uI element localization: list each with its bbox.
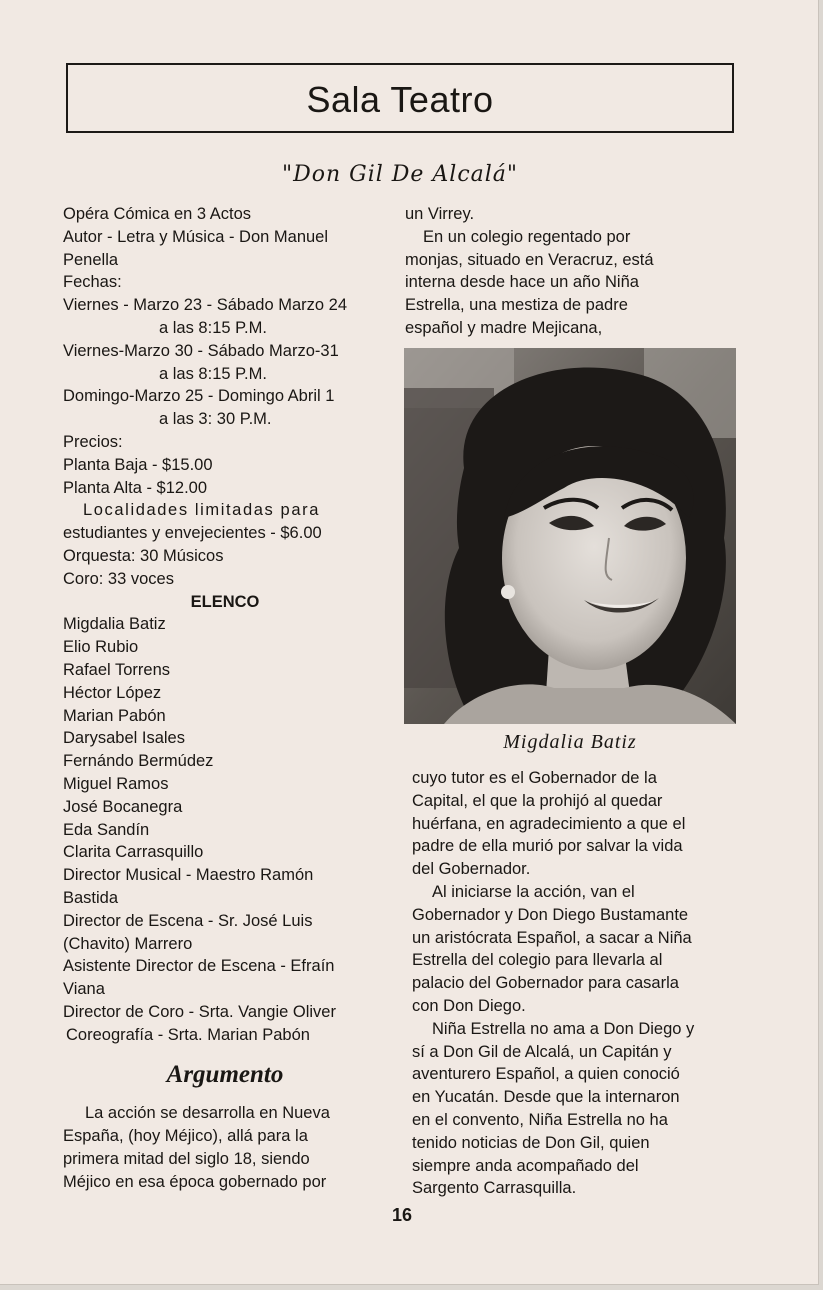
argument-line: Niña Estrella no ama a Don Diego y xyxy=(432,1019,695,1038)
right-column-bottom xyxy=(412,767,735,1200)
argument-line: tenido noticias de Don Gil, quien xyxy=(412,1133,650,1152)
cast-member: Eda Sandín xyxy=(63,820,150,839)
argument-line: un Virrey. xyxy=(405,205,475,223)
argument-line: sí a Don Gil de Alcalá, un Capitán y xyxy=(412,1042,672,1061)
argument-line: un aristócrata Español, a sacar a Niña xyxy=(412,928,692,947)
credit-line: (Chavito) Marrero xyxy=(63,934,193,953)
argument-line: monjas, situado en Veracruz, está xyxy=(405,250,654,269)
cast-member: Clarita Carrasquillo xyxy=(63,843,204,862)
info-line: Autor - Letra y Música - Don Manuel xyxy=(63,227,329,246)
credit-line: Asistente Director de Escena - Efraín xyxy=(63,957,335,976)
info-line: a las 3: 30 P.M. xyxy=(159,410,272,429)
portrait-illustration xyxy=(404,348,736,724)
info-line: Domingo-Marzo 25 - Domingo Abril 1 xyxy=(63,387,335,406)
credit-line: Director de Escena - Sr. José Luis xyxy=(63,911,313,930)
cast-member: Darysabel Isales xyxy=(63,729,185,748)
info-line: Planta Baja - $15.00 xyxy=(63,455,213,474)
info-line: Penella xyxy=(63,250,119,269)
cast-heading: ELENCO xyxy=(190,592,260,611)
credit-line: Coreografía - Srta. Marian Pabón xyxy=(66,1025,310,1044)
argument-line: padre de ella murió por salvar la vida xyxy=(412,837,683,856)
credit-line: Bastida xyxy=(63,888,119,907)
portrait-photo xyxy=(404,348,736,724)
info-line: a las 8:15 P.M. xyxy=(159,364,267,383)
argument-line: interna desde hace un año Niña xyxy=(405,273,639,292)
info-line: Opéra Cómica en 3 Actos xyxy=(63,205,252,223)
info-line: Coro: 33 voces xyxy=(63,569,174,588)
info-line: Viernes-Marzo 30 - Sábado Marzo-31 xyxy=(63,341,339,360)
argument-line: Gobernador y Don Diego Bustamante xyxy=(412,905,689,924)
cast-member: Elio Rubio xyxy=(63,638,139,657)
cast-member: José Bocanegra xyxy=(63,797,183,816)
cast-member: Fernándo Bermúdez xyxy=(63,752,214,771)
cast-member: Rafael Torrens xyxy=(63,660,171,679)
page-number: 16 xyxy=(391,1205,413,1225)
cast-member: Miguel Ramos xyxy=(63,774,169,793)
cast-member: Marian Pabón xyxy=(63,706,166,725)
cast-member: Héctor López xyxy=(63,683,162,702)
info-line: Fechas: xyxy=(63,273,122,292)
argument-line: del Gobernador. xyxy=(412,860,531,879)
argument-line: en el convento, Niña Estrella no ha xyxy=(412,1110,668,1129)
argument-line: En un colegio regentado por xyxy=(423,227,631,246)
argument-line: La acción se desarrolla en Nueva xyxy=(85,1104,330,1123)
argument-line: cuyo tutor es el Gobernador de la xyxy=(412,769,657,787)
argument-line: con Don Diego. xyxy=(412,996,526,1015)
argument-line: Estrella, una mestiza de padre xyxy=(405,296,628,315)
credit-line: Director Musical - Maestro Ramón xyxy=(63,866,314,885)
info-line: Planta Alta - $12.00 xyxy=(63,478,208,497)
credit-line: Director de Coro - Srta. Vangie Oliver xyxy=(63,1002,336,1021)
info-line: estudiantes y envejecientes - $6.00 xyxy=(63,524,322,543)
right-column-top xyxy=(405,203,729,340)
argument-line: España, (hoy Méjico), allá para la xyxy=(63,1127,308,1146)
info-line: Localidades limitadas para xyxy=(83,501,320,520)
argument-line: palacio del Gobernador para casarla xyxy=(412,974,679,993)
argument-line: aventurero Español, a quien conoció xyxy=(412,1065,680,1084)
info-line: a las 8:15 P.M. xyxy=(159,318,267,337)
argument-line: huérfana, en agradecimiento a que el xyxy=(412,814,686,833)
argument-heading: Argumento xyxy=(166,1061,284,1089)
argument-line: siempre anda acompañado del xyxy=(412,1156,639,1175)
info-line: Orquesta: 30 Músicos xyxy=(63,546,224,565)
page-title: Sala Teatro xyxy=(306,79,494,120)
argument-line: Méjico en esa época gobernado por xyxy=(63,1172,327,1191)
info-line: Viernes - Marzo 23 - Sábado Marzo 24 xyxy=(63,296,348,315)
argument-line: Capital, el que la prohijó al quedar xyxy=(412,791,663,810)
argument-line: español y madre Mejicana, xyxy=(405,318,603,337)
argument-line: en Yucatán. Desde que la internaron xyxy=(412,1088,680,1107)
photo-caption: Migdalia Batiz xyxy=(503,731,637,753)
credit-line: Viana xyxy=(63,980,105,999)
left-column xyxy=(63,203,387,1194)
work-title: "Don Gil De Alcalá" xyxy=(281,162,519,187)
argument-line: Estrella del colegio para llevarla al xyxy=(412,951,663,970)
argument-line: primera mitad del siglo 18, siendo xyxy=(63,1150,310,1169)
argument-line: Al iniciarse la acción, van el xyxy=(432,882,635,901)
info-line: Precios: xyxy=(63,432,123,451)
cast-member: Migdalia Batiz xyxy=(63,615,166,634)
title-box xyxy=(66,63,734,133)
argument-line: Sargento Carrasquilla. xyxy=(412,1179,577,1198)
